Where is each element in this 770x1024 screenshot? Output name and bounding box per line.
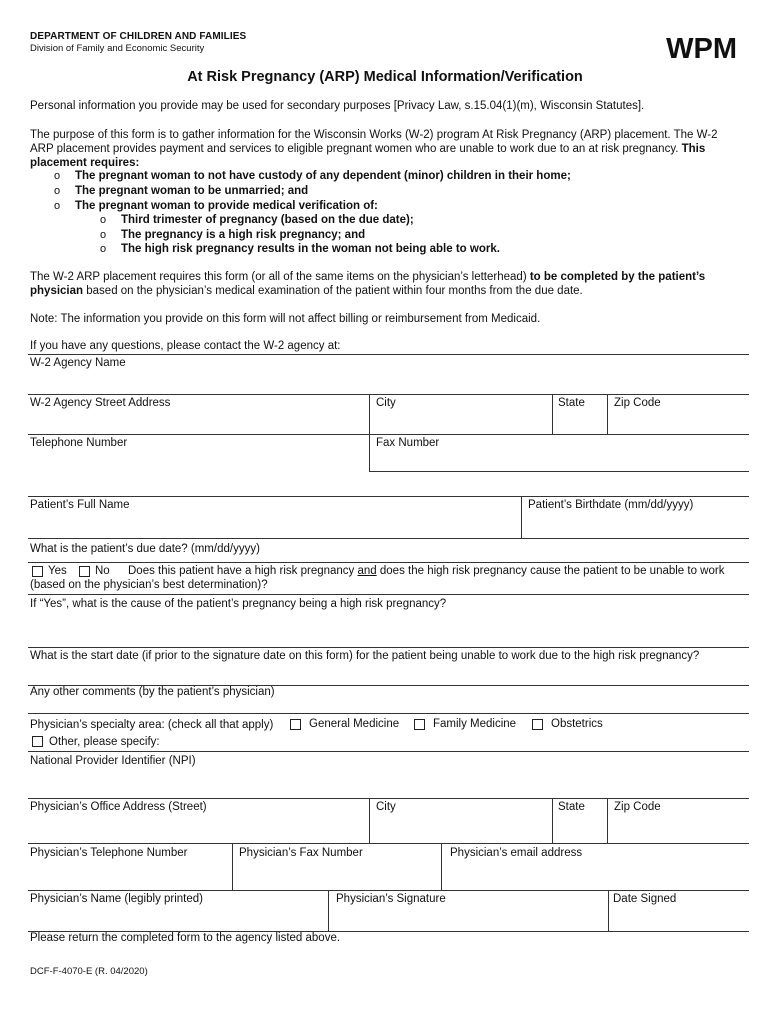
contact-intro: If you have any questions, please contact the W-2 agency at: [30,340,341,352]
sub-requirement-3: The high risk pregnancy results in the woman not being able to work. [121,243,500,255]
agency-fax-label: Fax Number [376,437,440,449]
office-city-label: City [376,801,396,813]
comments-field[interactable] [26,683,746,713]
general-medicine-checkbox[interactable] [290,719,301,730]
agency-zip-label: Zip Code [614,397,661,409]
office-city-field[interactable] [372,798,552,843]
requirement-1: The pregnant woman to not have custody of any dependent (minor) children in their home; [75,170,571,182]
form-title: At Risk Pregnancy (ARP) Medical Information/Verification [187,69,583,85]
divider [552,394,553,434]
divider [369,394,370,434]
patient-name-field[interactable] [26,496,521,538]
family-medicine-label: Family Medicine [433,718,517,730]
divider [441,844,442,890]
no-label: No [95,565,110,577]
bullet: o [100,229,107,241]
office-zip-field[interactable] [610,798,749,843]
npi-field[interactable] [26,752,746,797]
divider [369,798,370,843]
office-state-label: State [558,801,585,813]
divider [232,844,233,890]
physician-signature-label: Physician’s Signature [336,893,446,905]
high-risk-question-and: and [357,565,377,577]
agency-city-field[interactable] [372,394,552,434]
high-risk-question-pre: Does this patient have a high risk pregnancy [128,565,358,577]
due-date-field[interactable] [26,540,746,562]
high-risk-question-post: does the high risk pregnancy cause the patient to be unable to work [376,565,725,577]
office-zip-label: Zip Code [614,801,661,813]
agency-street-field[interactable] [26,394,369,434]
medicaid-note: Note: The information you provide on this form will not affect billing or reimbursement from Medicaid. [30,313,541,325]
divider [328,890,329,931]
return-instructions: Please return the completed form to the agency listed above. [30,932,341,944]
obstetrics-checkbox[interactable] [532,719,543,730]
sub-requirement-2: The pregnancy is a high risk pregnancy; and [121,229,366,241]
form-number: DCF-F-4070-E (R. 04/2020) [30,966,148,977]
high-risk-question [128,565,724,577]
divider [521,496,522,538]
no-checkbox[interactable] [79,566,90,577]
physician-email-label: Physician’s email address [450,847,583,859]
completion-paragraph [30,270,750,298]
other-specialty-checkbox[interactable] [32,736,43,747]
requirement-2: The pregnant woman to be unmarried; and [75,185,309,197]
rule [28,562,749,563]
agency-phone-label: Telephone Number [30,437,128,449]
obstetrics-label: Obstetrics [551,718,603,730]
completion-before: The W-2 ARP placement requires this form (or all of the same items on the physician’s letterhead) [30,271,530,283]
other-specialty-label: Other, please specify: [49,736,160,748]
cause-field[interactable] [26,595,746,647]
agency-state-label: State [558,397,585,409]
completion-after: based on the physician’s medical examination of the patient within four months from the due date. [83,285,583,297]
patient-name-label: Patient’s Full Name [30,499,130,511]
requirement-3: The pregnant woman to provide medical verification of: [75,200,378,212]
rule [28,713,749,714]
physician-email-field[interactable] [446,844,749,890]
divider [369,434,370,471]
physician-phone-label: Physician’s Telephone Number [30,847,188,859]
yes-checkbox[interactable] [32,566,43,577]
agency-zip-field[interactable] [610,394,749,434]
start-date-label: What is the start date (if prior to the signature date on this form) for the patient being unable to work due to the high risk pregnancy? [30,650,700,662]
due-date-label: What is the patient’s due date? (mm/dd/yyyy) [30,543,260,555]
physician-signature-field[interactable] [332,890,608,931]
agency-fax-field[interactable] [372,434,749,471]
npi-label: National Provider Identifier (NPI) [30,755,196,767]
department-name: DEPARTMENT OF CHILDREN AND FAMILIES [30,31,247,42]
date-signed-label: Date Signed [613,893,677,905]
bullet: o [100,214,107,226]
specialty-label: Physician’s specialty area: (check all that apply) [30,719,274,731]
office-state-field[interactable] [554,798,607,843]
agency-name-field[interactable] [26,354,746,394]
office-address-label: Physician’s Office Address (Street) [30,801,207,813]
physician-name-field[interactable] [26,890,328,931]
sub-requirement-1: Third trimester of pregnancy (based on the due date); [121,214,414,226]
physician-phone-field[interactable] [26,844,232,890]
family-medicine-checkbox[interactable] [414,719,425,730]
general-medicine-label: General Medicine [309,718,400,730]
bullet: o [54,185,61,197]
physician-fax-field[interactable] [235,844,441,890]
office-address-field[interactable] [26,798,369,843]
cause-label: If “Yes”, what is the cause of the patient’s pregnancy being a high risk pregnancy? [30,598,447,610]
completion-bold: to be completed by the patient’s physician [30,271,706,297]
high-risk-question-line2: (based on the physician’s best determination)? [30,579,268,591]
date-signed-field[interactable] [609,890,749,931]
bullet: o [100,243,107,255]
agency-street-label: W-2 Agency Street Address [30,397,171,409]
purpose-bold-tail: This placement requires: [30,143,706,169]
start-date-field[interactable] [26,647,746,685]
divider [607,798,608,843]
agency-name-label: W-2 Agency Name [30,357,126,369]
form-code: WPM [666,33,737,65]
divider [607,394,608,434]
purpose-text: The purpose of this form is to gather information for the Wisconsin Works (W-2) program At Risk Pregnancy (ARP) placement. The W-2 ARP placement provides payment and services to eligible pregnant women who are unable to work due to an at risk pregnancy. [30,129,718,155]
patient-birthdate-field[interactable] [524,496,749,538]
privacy-notice: Personal information you provide may be used for secondary purposes [Privacy Law, s.15.04(1)(m), Wisconsin Statutes]. [30,100,645,112]
rule [28,538,749,539]
purpose-paragraph [30,128,742,170]
patient-birthdate-label: Patient’s Birthdate (mm/dd/yyyy) [528,499,694,511]
agency-phone-field[interactable] [26,434,369,471]
agency-state-field[interactable] [554,394,607,434]
yes-label: Yes [48,565,67,577]
physician-fax-label: Physician’s Fax Number [239,847,363,859]
rule [369,471,749,472]
division-name: Division of Family and Economic Security [30,43,205,54]
divider [552,798,553,843]
physician-name-label: Physician’s Name (legibly printed) [30,893,203,905]
bullet: o [54,200,61,212]
agency-city-label: City [376,397,396,409]
bullet: o [54,170,61,182]
comments-label: Any other comments (by the patient’s physician) [30,686,275,698]
